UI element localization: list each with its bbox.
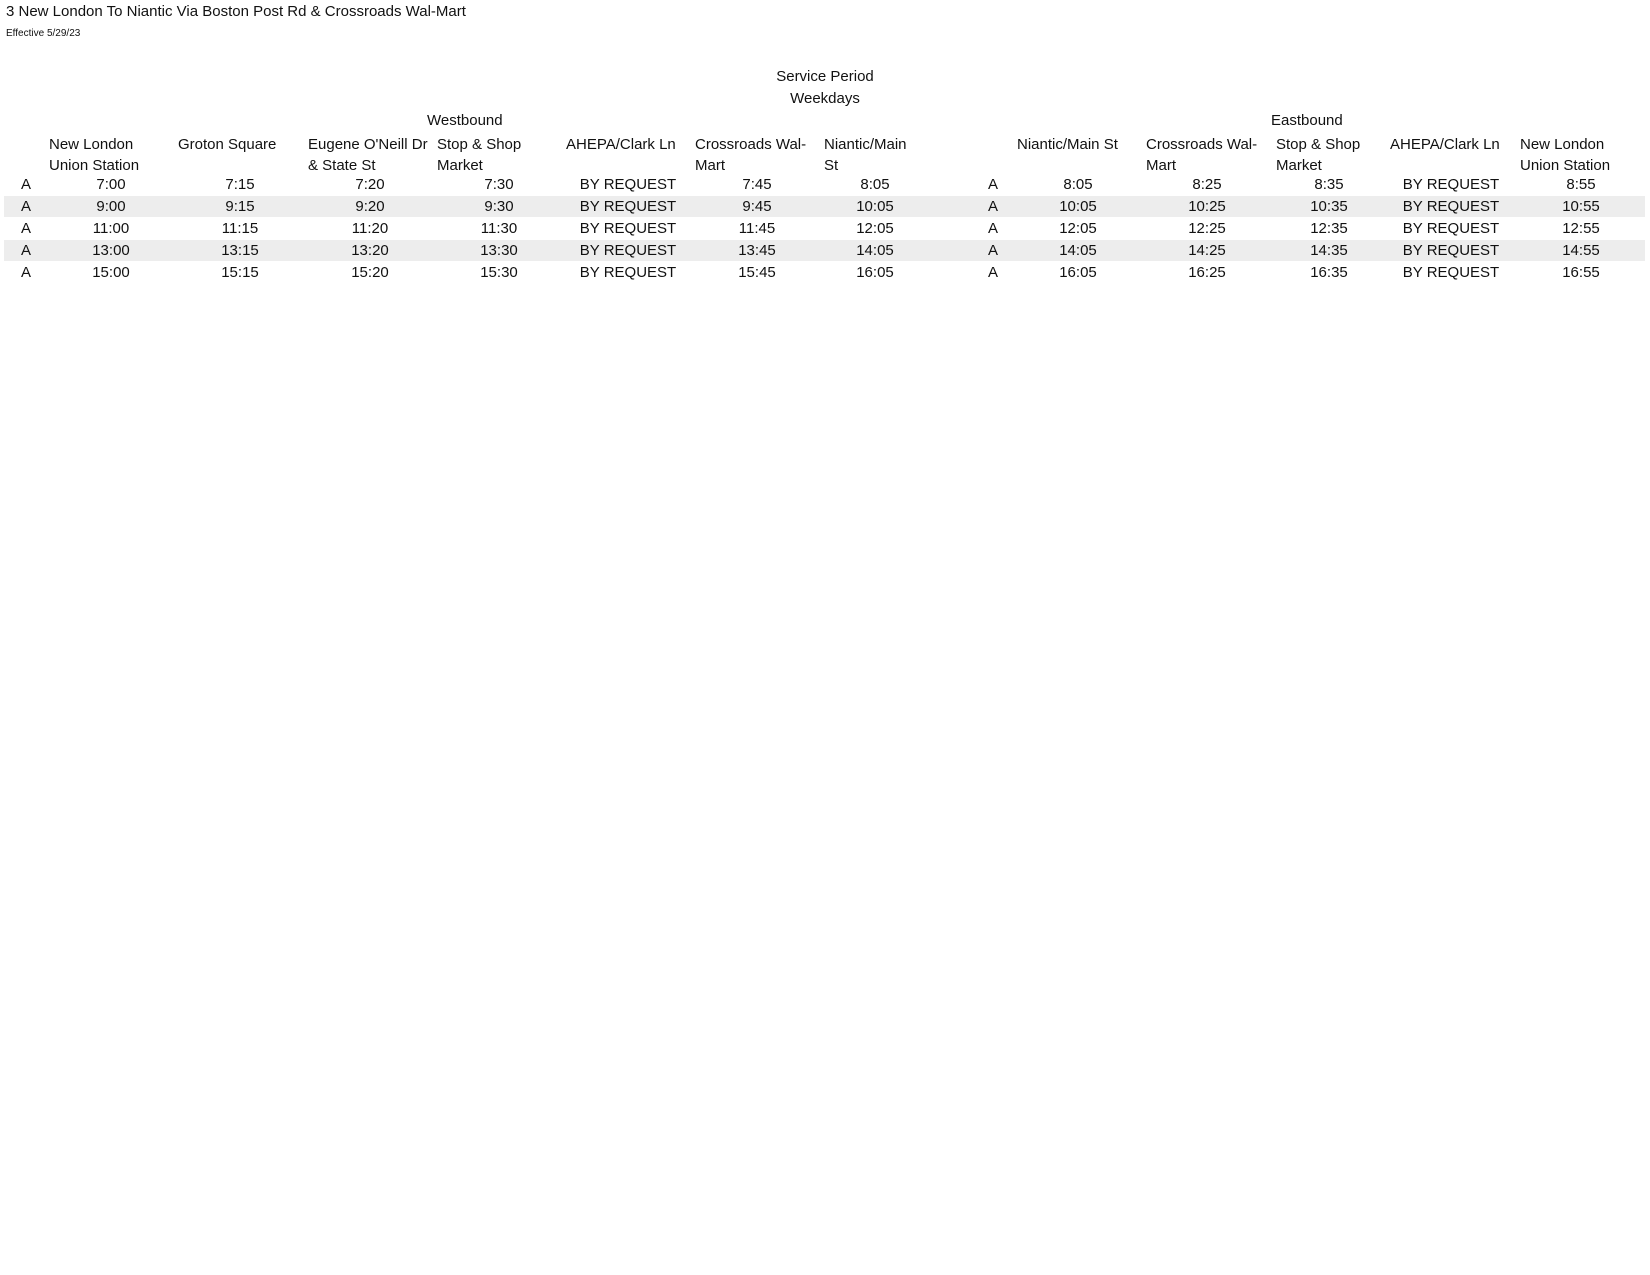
east-time-cell: 14:25 bbox=[1188, 242, 1226, 259]
east-time-cell: 14:55 bbox=[1562, 242, 1600, 259]
east-trip-code: A bbox=[987, 242, 998, 259]
east-time-cell: 16:35 bbox=[1310, 264, 1348, 281]
west-time-cell: BY REQUEST bbox=[579, 198, 677, 215]
east-time-cell: 12:05 bbox=[1059, 220, 1097, 237]
west-time-cell: 9:15 bbox=[225, 198, 255, 215]
table-row bbox=[4, 174, 1645, 195]
service-period-label: Service Period bbox=[776, 68, 874, 85]
east-header-niantic: Niantic/Main St bbox=[1017, 136, 1118, 153]
west-time-cell: 15:20 bbox=[351, 264, 389, 281]
west-header-new-london: New London Union Station bbox=[49, 136, 140, 174]
westbound-direction: Westbound bbox=[427, 112, 503, 129]
east-time-cell: 8:55 bbox=[1566, 176, 1596, 193]
page-title: 3 New London To Niantic Via Boston Post Rd & Crossroads Wal-Mart bbox=[6, 3, 466, 20]
west-time-cell: 7:00 bbox=[96, 176, 126, 193]
west-time-cell: 15:45 bbox=[738, 264, 776, 281]
east-trip-code: A bbox=[987, 264, 998, 281]
east-time-cell: BY REQUEST bbox=[1402, 176, 1500, 193]
east-trip-code: A bbox=[987, 220, 998, 237]
west-time-cell: 8:05 bbox=[860, 176, 890, 193]
west-time-cell: 11:15 bbox=[221, 220, 259, 237]
west-time-cell: 13:45 bbox=[738, 242, 776, 259]
west-time-cell: 10:05 bbox=[856, 198, 894, 215]
east-header-new-london: New London Union Station bbox=[1520, 136, 1611, 174]
east-time-cell: 14:35 bbox=[1310, 242, 1348, 259]
east-time-cell: BY REQUEST bbox=[1402, 264, 1500, 281]
west-time-cell: 12:05 bbox=[856, 220, 894, 237]
east-header-ahepa: AHEPA/Clark Ln bbox=[1390, 136, 1500, 153]
west-time-cell: 9:20 bbox=[355, 198, 385, 215]
west-time-cell: 11:45 bbox=[738, 220, 776, 237]
west-time-cell: 9:00 bbox=[96, 198, 126, 215]
east-time-cell: BY REQUEST bbox=[1402, 242, 1500, 259]
west-time-cell: 11:00 bbox=[92, 220, 130, 237]
east-time-cell: 16:55 bbox=[1562, 264, 1600, 281]
table-row bbox=[4, 262, 1645, 283]
west-time-cell: 9:30 bbox=[484, 198, 514, 215]
east-time-cell: 8:05 bbox=[1063, 176, 1093, 193]
table-row bbox=[4, 196, 1645, 217]
west-time-cell: 7:20 bbox=[355, 176, 385, 193]
east-time-cell: 12:25 bbox=[1188, 220, 1226, 237]
table-row bbox=[4, 240, 1645, 261]
west-trip-code: A bbox=[20, 242, 31, 259]
east-time-cell: 10:35 bbox=[1310, 198, 1348, 215]
west-time-cell: 15:30 bbox=[480, 264, 518, 281]
west-header-groton-square: Groton Square bbox=[178, 136, 277, 153]
east-time-cell: 8:25 bbox=[1192, 176, 1222, 193]
east-time-cell: BY REQUEST bbox=[1402, 220, 1500, 237]
east-time-cell: 8:35 bbox=[1314, 176, 1344, 193]
west-time-cell: 7:15 bbox=[225, 176, 255, 193]
east-time-cell: BY REQUEST bbox=[1402, 198, 1500, 215]
west-time-cell: BY REQUEST bbox=[579, 264, 677, 281]
west-time-cell: BY REQUEST bbox=[579, 242, 677, 259]
west-trip-code: A bbox=[20, 264, 31, 281]
east-trip-code: A bbox=[987, 176, 998, 193]
west-time-cell: 7:45 bbox=[742, 176, 772, 193]
west-trip-code: A bbox=[20, 220, 31, 237]
eastbound-direction: Eastbound bbox=[1271, 112, 1343, 129]
west-time-cell: 11:20 bbox=[351, 220, 389, 237]
west-time-cell: 7:30 bbox=[484, 176, 514, 193]
west-time-cell: 15:00 bbox=[92, 264, 130, 281]
west-header-crossroads: Crossroads Wal- Mart bbox=[695, 136, 807, 174]
table-row bbox=[4, 218, 1645, 239]
service-period-value: Weekdays bbox=[790, 90, 860, 107]
west-time-cell: 15:15 bbox=[221, 264, 259, 281]
west-header-eugene-oneill: Eugene O'Neill Dr & State St bbox=[308, 136, 428, 174]
west-header-niantic: Niantic/Main St bbox=[824, 136, 907, 174]
east-header-stop-shop: Stop & Shop Market bbox=[1276, 136, 1361, 174]
west-time-cell: 16:05 bbox=[856, 264, 894, 281]
east-time-cell: 12:35 bbox=[1310, 220, 1348, 237]
west-time-cell: 9:45 bbox=[742, 198, 772, 215]
west-time-cell: BY REQUEST bbox=[579, 220, 677, 237]
east-trip-code: A bbox=[987, 198, 998, 215]
west-time-cell: BY REQUEST bbox=[579, 176, 677, 193]
effective-date: Effective 5/29/23 bbox=[6, 28, 81, 39]
west-header-ahepa: AHEPA/Clark Ln bbox=[566, 136, 676, 153]
east-time-cell: 14:05 bbox=[1059, 242, 1097, 259]
east-time-cell: 10:55 bbox=[1562, 198, 1600, 215]
east-time-cell: 16:05 bbox=[1059, 264, 1097, 281]
west-trip-code: A bbox=[20, 198, 31, 215]
east-time-cell: 10:05 bbox=[1059, 198, 1097, 215]
west-time-cell: 11:30 bbox=[480, 220, 518, 237]
east-header-crossroads: Crossroads Wal- Mart bbox=[1146, 136, 1258, 174]
west-time-cell: 13:15 bbox=[221, 242, 259, 259]
west-time-cell: 14:05 bbox=[856, 242, 894, 259]
west-time-cell: 13:00 bbox=[92, 242, 130, 259]
east-time-cell: 16:25 bbox=[1188, 264, 1226, 281]
east-time-cell: 12:55 bbox=[1562, 220, 1600, 237]
west-trip-code: A bbox=[20, 176, 31, 193]
west-header-stop-shop: Stop & Shop Market bbox=[437, 136, 522, 174]
west-time-cell: 13:20 bbox=[351, 242, 389, 259]
west-time-cell: 13:30 bbox=[480, 242, 518, 259]
east-time-cell: 10:25 bbox=[1188, 198, 1226, 215]
